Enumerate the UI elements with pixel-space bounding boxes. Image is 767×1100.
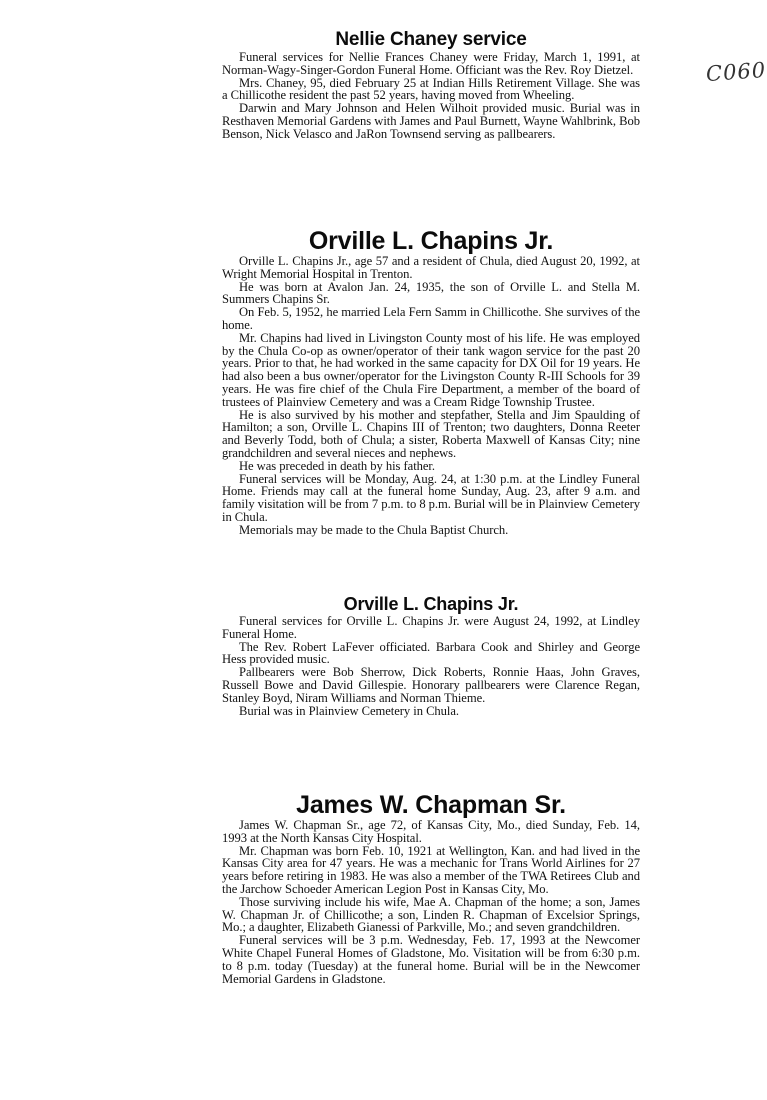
paragraph: He was born at Avalon Jan. 24, 1935, the son of Orville L. and Stella M. Summers Chapins Sr. [222, 279, 640, 307]
paragraph: Pallbearers were Bob Sherrow, Dick Roberts, Ronnie Haas, John Graves, Russell Bowe and David Gillespie. Honorary pallbearers were Clarence Regan, Stanley Boyd, Niram Williams and Norman Thieme. [222, 665, 640, 705]
handwritten-annotation: C060 [705, 57, 767, 87]
paragraph: Memorials may be made to the Chula Baptist Church. [239, 522, 509, 537]
paragraph: Mr. Chapins had lived in Livingston County most of his life. He was employed by the Chula Co-op as owner/operator of their tank wagon service for the past 20 years. Prior to that, he had worked in the same capacity for DX Oil for 19 years. He had also been a bus owner/operator for the Livingston County R-III Schools for 39 years. He was fire chief of the Chula Fire Department, a member of the board of trustees of Plainview Cemetery and was a Cream Ridge Township Trustee. [222, 330, 640, 409]
paragraph: Funeral services for Orville L. Chapins Jr. were August 24, 1992, at Lindley Funeral Home. [222, 614, 640, 641]
paragraph: He is also survived by his mother and stepfather, Stella and Jim Spaulding of Hamilton; a son, Orville L. Chapins III of Trenton; two daughters, Donna Reeter and Beverly Todd, both of Chula; a sister, Roberta Maxwell of Kansas City; nine grandchildren and several nieces and nephews. [222, 407, 640, 460]
paragraph: Burial was in Plainview Cemetery in Chula. [239, 703, 460, 718]
paragraph: Mr. Chapman was born Feb. 10, 1921 at Wellington, Kan. and had lived in the Kansas City area for 47 years. He was a mechanic for Trans World Airlines for 27 years before retiring in 1983. He was also a member of the TWA Retirees Club and the Jarchow Schoeder American Legion Post in Kansas City, Mo. [222, 843, 640, 896]
paragraph: He was preceded in death by his father. [239, 458, 435, 473]
paragraph: Those surviving include his wife, Mae A. Chapman of the home; a son, James W. Chapman Jr. of Chillicothe; a son, Linden R. Chapman of Excelsior Springs, Mo.; a daughter, Elizabeth Gianessi of Parkville, Mo.; and seven grandchildren. [222, 894, 640, 935]
obituary-title: James W. Chapman Sr. [296, 791, 566, 819]
paragraph: On Feb. 5, 1952, he married Lela Fern Samm in Chillicothe. She survives of the home. [222, 305, 640, 332]
obituary-james-chapman [222, 791, 640, 985]
paragraph: Funeral services for Nellie Frances Chaney were Friday, March 1, 1991, at Norman-Wagy-Singer-Gordon Funeral Home. Officiant was the Rev. Roy Dietzel. [222, 50, 640, 77]
paragraph: Orville L. Chapins Jr., age 57 and a resident of Chula, died August 20, 1992, at Wright Memorial Hospital in Trenton. [222, 254, 640, 281]
obituary-nellie-chaney [222, 29, 640, 141]
obituary-title: Nellie Chaney service [335, 29, 527, 50]
obituary-orville-chapins-service [222, 594, 640, 717]
obituary-orville-chapins [222, 227, 640, 537]
paragraph: James W. Chapman Sr., age 72, of Kansas City, Mo., died Sunday, Feb. 14, 1993 at the North Kansas City Hospital. [222, 818, 640, 845]
paragraph: Darwin and Mary Johnson and Helen Wilhoit provided music. Burial was in Resthaven Memorial Gardens with James and Paul Burnett, Wayne Wahlbrink, Bob Benson, Nick Velasco and JaRon Townsend serving as pallbearers. [222, 101, 640, 141]
paragraph: Mrs. Chaney, 95, died February 25 at Indian Hills Retirement Village. She was a Chillicothe resident the past 52 years, having moved from Wheeling. [222, 75, 640, 103]
paragraph: The Rev. Robert LaFever officiated. Barbara Cook and Shirley and George Hess provided music. [222, 639, 640, 667]
obituary-title: Orville L. Chapins Jr. [308, 227, 554, 255]
paragraph: Funeral services will be Monday, Aug. 24, at 1:30 p.m. at the Lindley Funeral Home. Friends may call at the funeral home Sunday, Aug. 23, after 9 a.m. and family visitation will be from 7 p.m. to 8 p.m. Burial will be in Plainview Cemetery in Chula. [222, 471, 640, 524]
obituary-title: Orville L. Chapins Jr. [343, 594, 519, 614]
paragraph: Funeral services will be 3 p.m. Wednesday, Feb. 17, 1993 at the Newcomer White Chapel Funeral Homes of Gladstone, Mo. Visitation will be from 6:30 p.m. to 8 p.m. today (Tuesday) at the funeral home. Burial will be in the Newcomer Memorial Gardens in Gladstone. [222, 933, 640, 986]
